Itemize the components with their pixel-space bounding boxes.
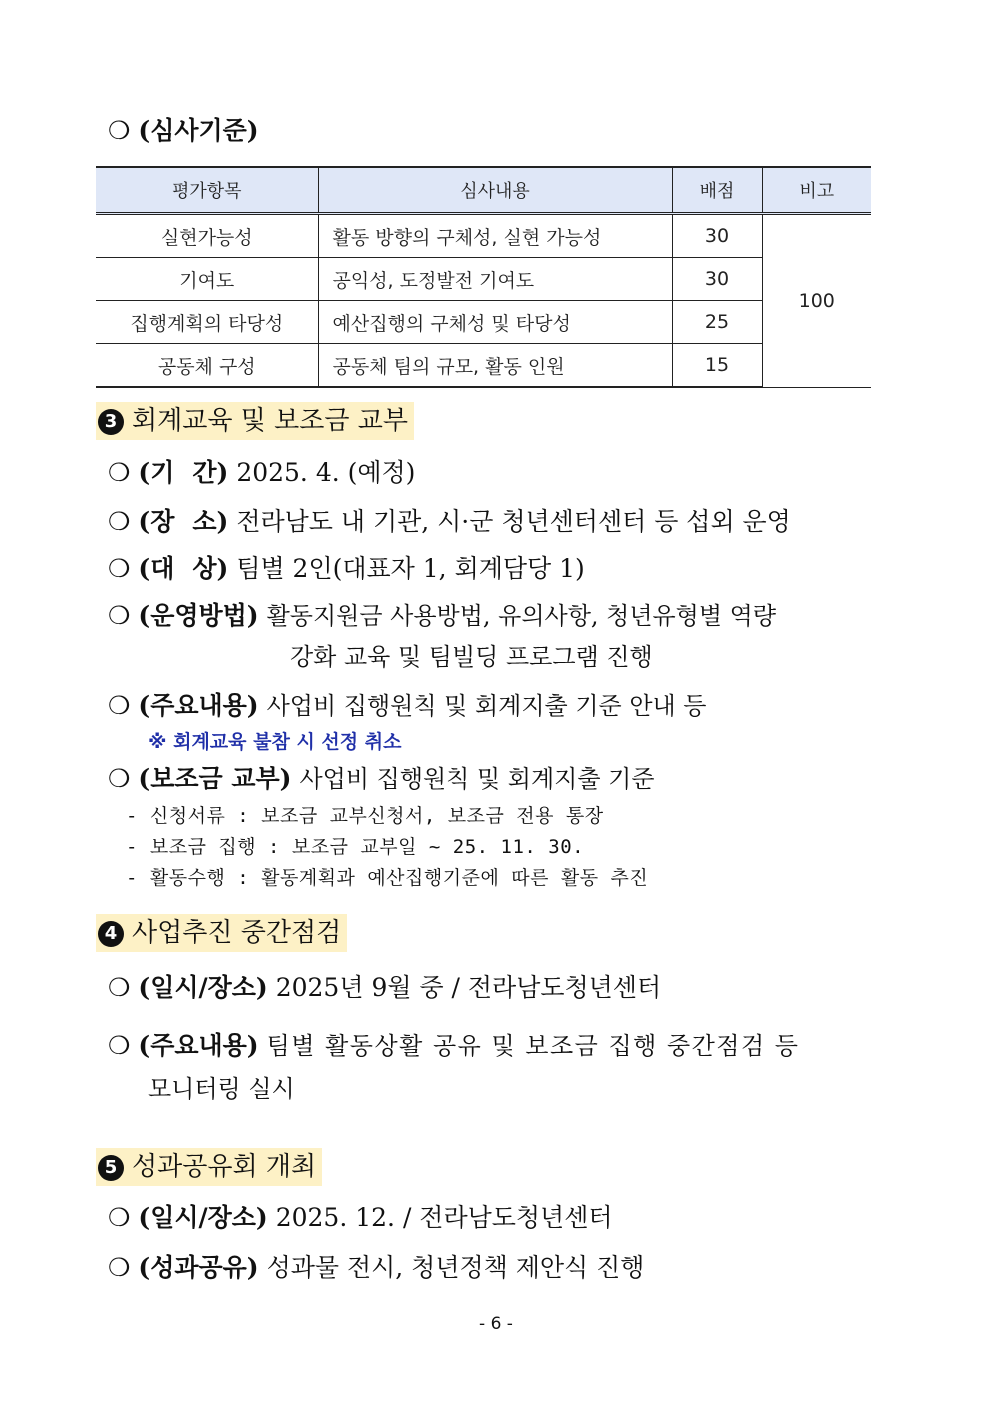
table-header: 평가항목 — [96, 167, 318, 214]
target-label-part1: (대 — [138, 554, 175, 583]
criteria-heading — [108, 116, 259, 146]
circle-bullet-icon: ❍ — [108, 1031, 131, 1060]
main-value: 사업비 집행원칙 및 회계지출 기준 안내 등 — [266, 692, 707, 720]
section4-date — [108, 973, 661, 1003]
section3-title: 회계교육 및 보조금 교부 — [132, 406, 408, 436]
period-value: 2025. 4. (예정) — [236, 458, 416, 487]
page-number: - 6 - — [479, 1314, 513, 1334]
table-cell-item: 집행계획의 타당성 — [96, 301, 318, 344]
table-cell-item: 기여도 — [96, 258, 318, 301]
table-header: 심사내용 — [318, 167, 672, 214]
date-value: 2025. 12. / 전라남도청년센터 — [275, 1203, 613, 1232]
table-cell-item: 공동체 구성 — [96, 344, 318, 388]
grant-item: - 신청서류 : 보조금 교부신청서, 보조금 전용 통장 — [126, 805, 604, 827]
table-cell-content: 공동체 팀의 규모, 활동 인원 — [318, 344, 672, 388]
circle-bullet-icon: ❍ — [108, 691, 131, 720]
main-label: (주요내용) — [138, 691, 259, 720]
place-value: 전라남도 내 기관, 시·군 청년센터센터 등 섭외 운영 — [236, 507, 791, 536]
grant-label: (보조금 교부) — [138, 764, 292, 793]
grant-item: - 보조금 집행 : 보조금 교부일 ~ 25. 11. 30. — [126, 836, 585, 858]
section3-place — [108, 507, 791, 537]
section3-main — [108, 691, 707, 721]
target-label-part2: 상) — [192, 554, 229, 583]
main-label: (주요내용) — [138, 1031, 259, 1060]
circle-bullet-icon: ❍ — [108, 1253, 131, 1282]
period-label-part1: (기 — [138, 458, 175, 487]
number-3-icon: 3 — [98, 409, 124, 435]
circle-bullet-icon: ❍ — [108, 458, 131, 487]
main-value-line2: 모니터링 실시 — [148, 1075, 295, 1103]
method-value-line1: 활동지원금 사용방법, 유의사항, 청년유형별 역량 — [266, 602, 777, 630]
place-label-part2: 소) — [192, 507, 229, 536]
circle-bullet-icon: ❍ — [108, 554, 131, 583]
table-cell-score: 15 — [672, 344, 762, 388]
method-label: (운영방법) — [138, 601, 259, 630]
grant-item: - 활동수행 : 활동계획과 예산집행기준에 따른 활동 추진 — [126, 867, 649, 889]
section5-heading — [96, 1148, 322, 1186]
circle-bullet-icon: ❍ — [108, 764, 131, 793]
section3-target — [108, 554, 585, 584]
circle-bullet-icon: ❍ — [108, 1203, 131, 1232]
criteria-table — [96, 166, 871, 388]
table-row — [96, 344, 871, 388]
table-header-row — [96, 167, 871, 214]
section4-main — [108, 1031, 800, 1061]
section3-heading — [96, 402, 414, 440]
table-cell-score: 30 — [672, 214, 762, 258]
main-value-line1: 팀별 활동상활 공유 및 보조금 집행 중간점검 등 — [266, 1032, 800, 1060]
share-value: 성과물 전시, 청년정책 제안식 진행 — [266, 1253, 645, 1282]
section3-grant — [108, 764, 655, 794]
date-label: (일시/장소) — [138, 973, 268, 1002]
section5-title: 성과공유회 개최 — [132, 1152, 317, 1182]
warning-note: ※ 회계교육 불참 시 선정 취소 — [148, 731, 402, 753]
section4-title: 사업추진 중간점검 — [132, 918, 342, 948]
table-header: 배점 — [672, 167, 762, 214]
number-4-icon: 4 — [98, 921, 124, 947]
section5-share — [108, 1253, 644, 1283]
table-cell-score: 25 — [672, 301, 762, 344]
table-cell-content: 공익성, 도정발전 기여도 — [318, 258, 672, 301]
number-5-icon: 5 — [98, 1155, 124, 1181]
table-cell-content: 예산집행의 구체성 및 타당성 — [318, 301, 672, 344]
table-row — [96, 301, 871, 344]
period-label-part2: 간) — [192, 458, 229, 487]
grant-value: 사업비 집행원칙 및 회계지출 기준 — [299, 765, 655, 793]
circle-bullet-icon: ❍ — [108, 116, 131, 145]
table-cell-item: 실현가능성 — [96, 214, 318, 258]
share-label: (성과공유) — [138, 1253, 259, 1282]
table-row — [96, 214, 871, 258]
table-cell-total: 100 — [762, 214, 871, 388]
table-row — [96, 258, 871, 301]
date-value: 2025년 9월 중 / 전라남도청년센터 — [275, 973, 662, 1002]
section3-method — [108, 601, 776, 631]
table-cell-score: 30 — [672, 258, 762, 301]
date-label: (일시/장소) — [138, 1203, 268, 1232]
place-label-part1: (장 — [138, 507, 175, 536]
method-value-line2: 강화 교육 및 팀빌딩 프로그램 진행 — [290, 643, 653, 671]
section3-period — [108, 458, 415, 488]
table-cell-content: 활동 방향의 구체성, 실현 가능성 — [318, 214, 672, 258]
criteria-heading-label: (심사기준) — [138, 116, 259, 145]
table-header: 비고 — [762, 167, 871, 214]
circle-bullet-icon: ❍ — [108, 601, 131, 630]
target-value: 팀별 2인(대표자 1, 회계담당 1) — [236, 554, 585, 583]
circle-bullet-icon: ❍ — [108, 973, 131, 1002]
circle-bullet-icon: ❍ — [108, 507, 131, 536]
section4-heading — [96, 914, 347, 952]
section5-date — [108, 1203, 613, 1233]
